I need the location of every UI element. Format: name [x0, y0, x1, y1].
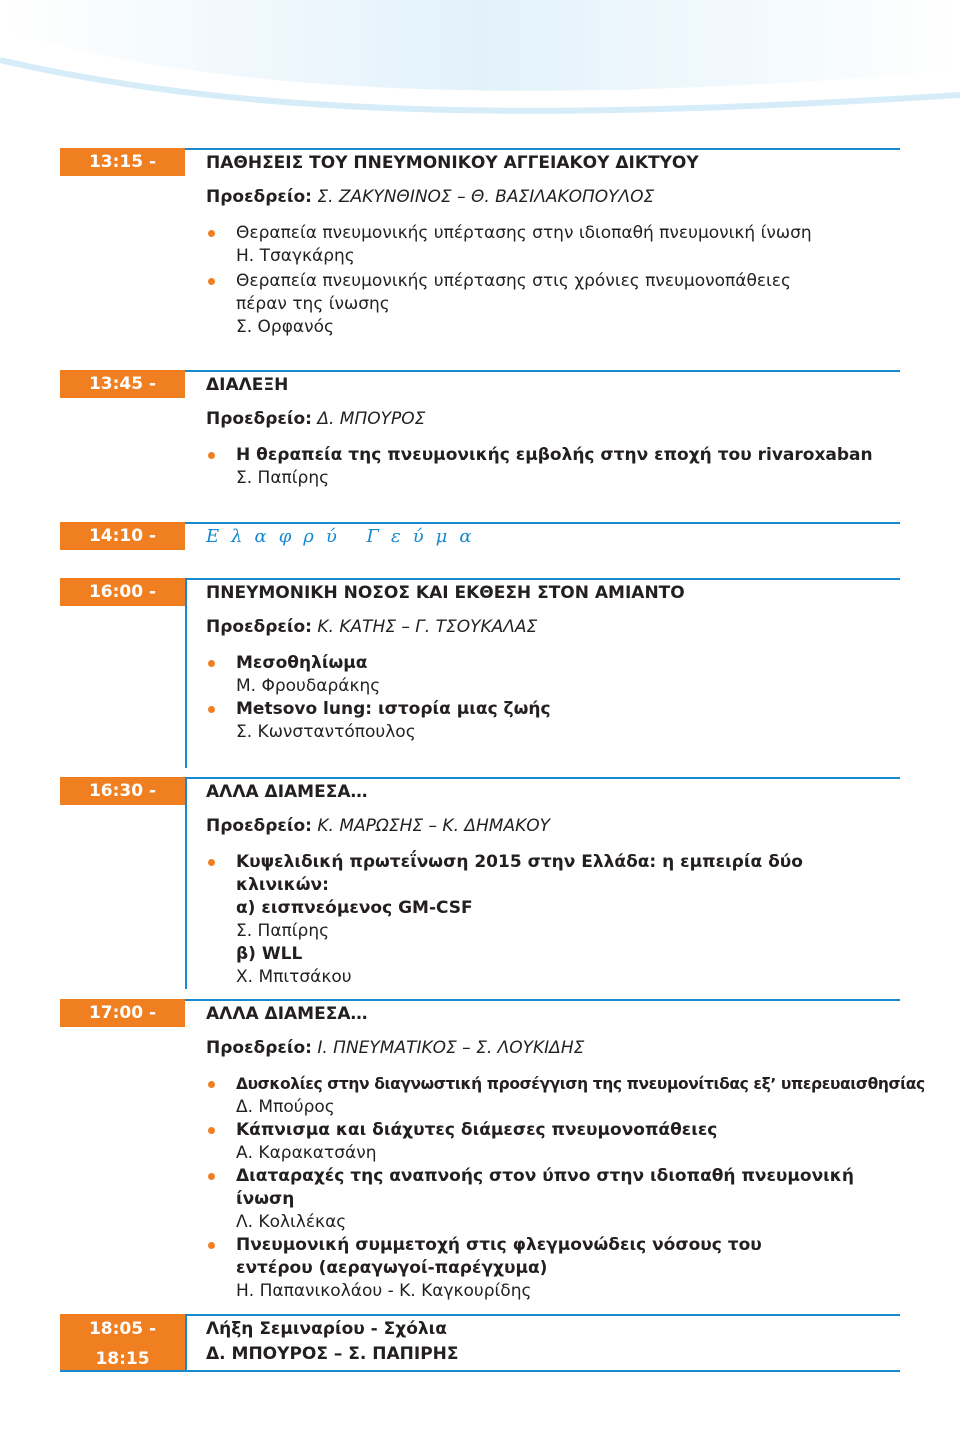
talk-title: Κυψελιδική πρωτεΐνωση 2015 στην Ελλάδα: η εμπειρία δύο κλινικών:	[236, 852, 803, 895]
session-title: ΔΙΑΛΕΞΗ	[206, 375, 289, 395]
time-label: 16:30 - 17:00	[60, 777, 185, 805]
time-label: 14:10 - 16:00	[60, 522, 185, 550]
chair-names: Κ. ΜΑΡΩΣΗΣ – Κ. ΔΗΜΑΚΟΥ	[317, 816, 551, 836]
divider-bottom	[60, 1370, 900, 1372]
vertical-divider	[185, 578, 187, 768]
chair-label: Προεδρείο:	[206, 617, 312, 637]
schedule-slot	[60, 777, 900, 989]
speaker-name: Σ. Κωνσταντόπουλος	[236, 722, 416, 742]
talk-title: Δυσκολίες στην διαγνωστική προσέγγιση της πνευμονίτιδας εξ’ υπερευαισθησίας	[236, 1075, 925, 1093]
decorative-swoosh	[0, 0, 960, 160]
speaker-name: Η. Τσαγκάρης	[236, 246, 355, 266]
chair-label: Προεδρείο:	[206, 187, 312, 207]
list-item	[206, 270, 900, 339]
talk-title: Η θεραπεία της πνευμονικής εμβολής στην εποχή του rivaroxaban	[236, 445, 873, 465]
vertical-divider	[185, 1314, 187, 1370]
speaker-name: Σ. Ορφανός	[236, 317, 335, 337]
talk-title: Metsovo lung: ιστορία μιας ζωής	[236, 699, 551, 719]
speaker-name: Μ. Φρουδαράκης	[236, 676, 381, 696]
chair-line	[206, 815, 900, 837]
closing-speakers: Δ. ΜΠΟΥΡΟΣ – Σ. ΠΑΠΙΡΗΣ	[206, 1344, 459, 1364]
slot-content	[206, 522, 900, 550]
time-label: 13:45 - 14:10	[60, 370, 185, 398]
chair-names: Ι. ΠΝΕΥΜΑΤΙΚΟΣ – Σ. ΛΟΥΚΙΔΗΣ	[317, 1038, 585, 1058]
talk-list	[206, 1073, 925, 1303]
schedule-slot	[60, 522, 900, 574]
list-item	[206, 851, 900, 989]
time-label: 16:00 - 16:30	[60, 578, 185, 606]
chair-line	[206, 408, 900, 430]
chair-label: Προεδρείο:	[206, 816, 312, 836]
list-item	[206, 222, 900, 268]
list-item	[206, 1073, 925, 1119]
schedule-slot	[60, 370, 900, 510]
session-title: ΠΑΘΗΣΕΙΣ ΤΟΥ ΠΝΕΥΜΟΝΙΚΟΥ ΑΓΓΕΙΑΚΟΥ ΔΙΚΤΥΟΥ	[206, 153, 699, 173]
chair-line	[206, 186, 900, 208]
speaker-name: Σ. Παπίρης	[236, 468, 330, 488]
talk-title: Κάπνισμα και διάχυτες διάμεσες πνευμονοπάθειες	[236, 1120, 718, 1140]
talk-title: Πνευμονική συμμετοχή στις φλεγμονώδεις νόσους του εντέρου (αεραγωγοί-παρέγχυμα)	[236, 1235, 762, 1278]
chair-names: Δ. ΜΠΟΥΡΟΣ	[317, 409, 426, 429]
chair-label: Προεδρείο:	[206, 1038, 312, 1058]
list-item	[206, 698, 900, 744]
chair-line	[206, 616, 900, 638]
list-item	[206, 652, 900, 698]
talk-title: Μεσοθηλίωμα	[236, 653, 368, 673]
vertical-divider	[185, 777, 187, 989]
chair-line	[206, 1037, 900, 1059]
schedule-slot	[60, 578, 900, 768]
slot-content	[206, 578, 900, 744]
chair-names: Κ. ΚΑΤΗΣ – Γ. ΤΣΟΥΚΑΛΑΣ	[317, 617, 538, 637]
session-title: ΠΝΕΥΜΟΝΙΚΗ ΝΟΣΟΣ ΚΑΙ ΕΚΘΕΣΗ ΣΤΟΝ ΑΜΙΑΝΤΟ	[206, 583, 685, 603]
speaker-name: Α. Καρακατσάνη	[236, 1143, 377, 1163]
slot-content	[206, 148, 900, 339]
list-item	[206, 1119, 900, 1165]
time-label: 17:00 - 18:05	[60, 999, 185, 1027]
schedule-slot	[60, 999, 925, 1304]
session-title: Λήξη Σεμιναρίου - Σχόλια	[206, 1319, 447, 1339]
speaker-name: Δ. Μπούρος	[236, 1097, 335, 1117]
slot-content	[206, 370, 900, 490]
chair-names: Σ. ΖΑΚΥΝΘΙΝΟΣ – Θ. ΒΑΣΙΛΑΚΟΠΟΥΛΟΣ	[317, 187, 655, 207]
schedule-slot	[60, 1314, 900, 1370]
talk-title: Θεραπεία πνευμονικής υπέρτασης στην ιδιοπαθή πνευμονική ίνωση	[236, 223, 812, 243]
speaker-name: Λ. Κολιλέκας	[236, 1212, 347, 1232]
slot-content	[206, 1314, 900, 1366]
talk-title: Διαταραχές της αναπνοής στον ύπνο στην ιδιοπαθή πνευμονική ίνωση	[236, 1166, 854, 1209]
list-item	[206, 1234, 900, 1303]
schedule-slot	[60, 148, 900, 360]
talk-list	[206, 652, 900, 744]
talk-part-a: α) εισπνεόμενος GM-CSF	[236, 898, 473, 918]
speaker-name: Σ. Παπίρης	[236, 921, 330, 941]
speaker-name: Η. Παπανικολάου - Κ. Καγκουρίδης	[236, 1281, 532, 1301]
list-item	[206, 1165, 900, 1234]
chair-label: Προεδρείο:	[206, 409, 312, 429]
talk-title: Θεραπεία πνευμονικής υπέρτασης στις χρόνιες πνευμονοπάθειες πέραν της ίνωσης	[236, 271, 791, 314]
speaker-name: Χ. Μπιτσάκου	[236, 967, 352, 987]
talk-list	[206, 851, 900, 989]
time-label: 18:05 - 18:15	[60, 1314, 185, 1370]
talk-part-b: β) WLL	[236, 944, 303, 964]
lunch-break-title: Ελαφρύ Γεύμα	[206, 526, 484, 547]
time-label: 13:15 - 13:45	[60, 148, 185, 176]
talk-list	[206, 222, 900, 339]
slot-content	[206, 999, 925, 1303]
session-title: ΑΛΛΑ ΔΙΑΜΕΣΑ…	[206, 1004, 368, 1024]
list-item	[206, 444, 900, 490]
slot-content	[206, 777, 900, 989]
talk-list	[206, 444, 900, 490]
session-title: ΑΛΛΑ ΔΙΑΜΕΣΑ…	[206, 782, 368, 802]
